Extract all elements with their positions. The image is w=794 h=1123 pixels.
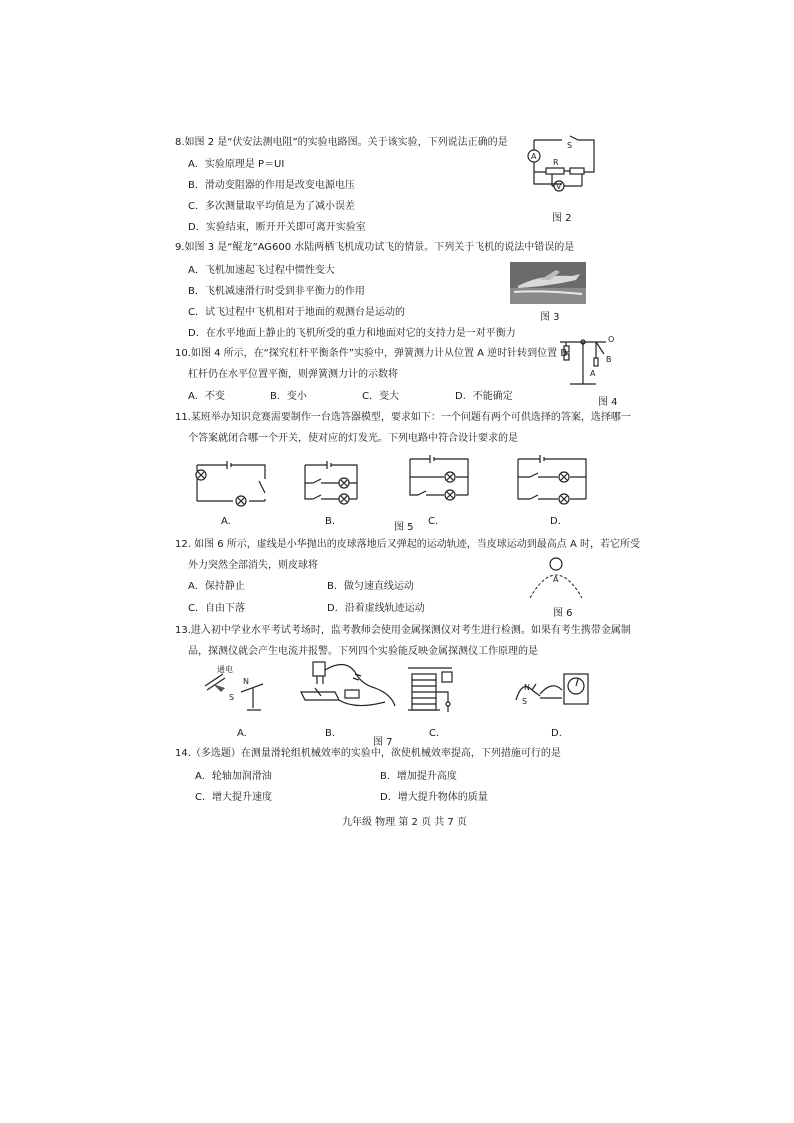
figure-6-trajectory <box>526 556 586 600</box>
experiment-b-generator <box>295 660 405 716</box>
switch-label: S <box>567 141 573 150</box>
q12-option-a: A．保持静止 <box>188 581 245 592</box>
circuit-option-d <box>516 455 588 505</box>
circuit-option-c <box>408 455 470 505</box>
q11-stem-line1: 11.某班举办知识竞赛需要制作一台选答器模型，要求如下：一个问题有两个可供选择的答案，选择哪一 <box>175 412 631 423</box>
q9-option-a: A．飞机加速起飞过程中惯性变大 <box>188 265 335 276</box>
experiment-a-compass <box>203 662 273 714</box>
page-footer: 九年级 物理 第 2 页 共 7 页 <box>342 817 467 828</box>
q12-stem-line1: 12. 如图 6 所示，虚线是小华抛出的皮球落地后又弹起的运动轨迹，当皮球运动到最高点 A 时，若它所受 <box>175 539 640 550</box>
position-b-label: B <box>606 355 612 364</box>
compass-n-label: N <box>243 677 249 686</box>
q14-option-d: D．增大提升物体的质量 <box>380 792 488 803</box>
figure-7-caption: 图 7 <box>373 737 393 748</box>
experiment-d-induction <box>512 660 594 714</box>
q8-option-b: B．滑动变阻器的作用是改变电源电压 <box>188 180 355 191</box>
q10-stem-line2: 杠杆仍在水平位置平衡，则弹簧测力计的示数将 <box>188 369 398 380</box>
q12-option-c: C．自由下落 <box>188 603 245 614</box>
q10-option-b: B．变小 <box>270 391 307 402</box>
ball-icon <box>550 558 562 570</box>
ammeter-label: A <box>531 152 537 161</box>
position-a-label: A <box>590 369 596 378</box>
resistor-icon <box>546 168 564 174</box>
q11-label-d: D. <box>550 516 561 527</box>
voltmeter-label: V <box>556 182 562 191</box>
q12-option-d: D．沿着虚线轨迹运动 <box>327 603 425 614</box>
q10-stem-line1: 10.如图 4 所示，在“探究杠杆平衡条件”实验中，弹簧测力计从位置 A 逆时针转到位置 B， <box>175 348 578 359</box>
q13-label-d: D. <box>551 728 562 739</box>
figure-2-caption: 图 2 <box>552 213 572 224</box>
q13-label-c: C. <box>429 728 440 739</box>
q13-label-b: B. <box>325 728 336 739</box>
magnet-n-label: N <box>524 683 530 692</box>
q13-stem-line2: 品，探测仪就会产生电流并报警。下列四个实验能反映金属探测仪工作原理的是 <box>188 646 538 657</box>
figure-5-caption: 图 5 <box>394 522 414 533</box>
q14-option-b: B．增加提升高度 <box>380 771 457 782</box>
q14-option-a: A．轮轴加润滑油 <box>195 771 272 782</box>
q12-option-b: B．做匀速直线运动 <box>327 581 414 592</box>
q9-option-c: C．试飞过程中飞机相对于地面的观测台是运动的 <box>188 307 405 318</box>
circuit-option-b <box>303 455 359 505</box>
q11-label-b: B. <box>325 516 336 527</box>
q10-option-c: C．变大 <box>362 391 399 402</box>
figure-2-circuit <box>522 132 602 204</box>
circuit-option-a <box>193 455 269 505</box>
q8-option-a: A．实验原理是 P＝UI <box>188 159 285 170</box>
figure-4-caption: 图 4 <box>598 397 618 408</box>
q11-label-a: A. <box>221 516 231 527</box>
q14-option-c: C．增大提升速度 <box>195 792 272 803</box>
q9-stem: 9.如图 3 是“鲲龙”AG600 水陆两栖飞机成功试飞的情景。下列关于飞机的说法中错误的是 <box>175 242 575 253</box>
q14-stem: 14.（多选题）在测量滑轮组机械效率的实验中，欲使机械效率提高，下列措施可行的是 <box>175 748 561 759</box>
q11-stem-line2: 个答案就闭合哪一个开关，使对应的灯发光。下列电路中符合设计要求的是 <box>188 433 518 444</box>
figure-3-seaplane-photo <box>510 262 586 304</box>
compass-s-label: S <box>229 693 235 702</box>
q9-option-b: B．飞机减速滑行时受到非平衡力的作用 <box>188 286 365 297</box>
rheostat-icon <box>570 168 584 174</box>
q13-stem-line1: 13.进入初中学业水平考试考场时，监考教师会使用金属探测仪对考生进行检测。如果有考生携带金属制 <box>175 625 631 636</box>
figure-3-caption: 图 3 <box>540 312 560 323</box>
q11-label-c: C. <box>428 516 439 527</box>
resistor-label: R <box>553 158 559 167</box>
q12-stem-line2: 外力突然全部消失，则皮球将 <box>188 560 318 571</box>
q9-option-d: D．在水平地面上静止的飞机所受的重力和地面对它的支持力是一对平衡力 <box>188 328 516 339</box>
q10-option-d: D．不能确定 <box>455 391 513 402</box>
figure-6-caption: 图 6 <box>553 608 573 619</box>
pivot-label: O <box>608 335 615 344</box>
experiment-c-electromagnet <box>404 662 462 718</box>
q10-option-a: A．不变 <box>188 391 225 402</box>
q8-option-d: D．实验结束，断开开关即可离开实验室 <box>188 222 366 233</box>
q13-label-a: A. <box>237 728 247 739</box>
q8-stem: 8.如图 2 是“伏安法测电阻”的实验电路图。关于该实验，下列说法正确的是 <box>175 137 508 148</box>
point-a-label: A <box>553 575 559 584</box>
powered-wire-label: 通电 <box>217 665 233 674</box>
q8-option-c: C．多次测量取平均值是为了减小误差 <box>188 201 355 212</box>
figure-4-lever <box>556 336 620 390</box>
magnet-s-label: S <box>522 697 528 706</box>
